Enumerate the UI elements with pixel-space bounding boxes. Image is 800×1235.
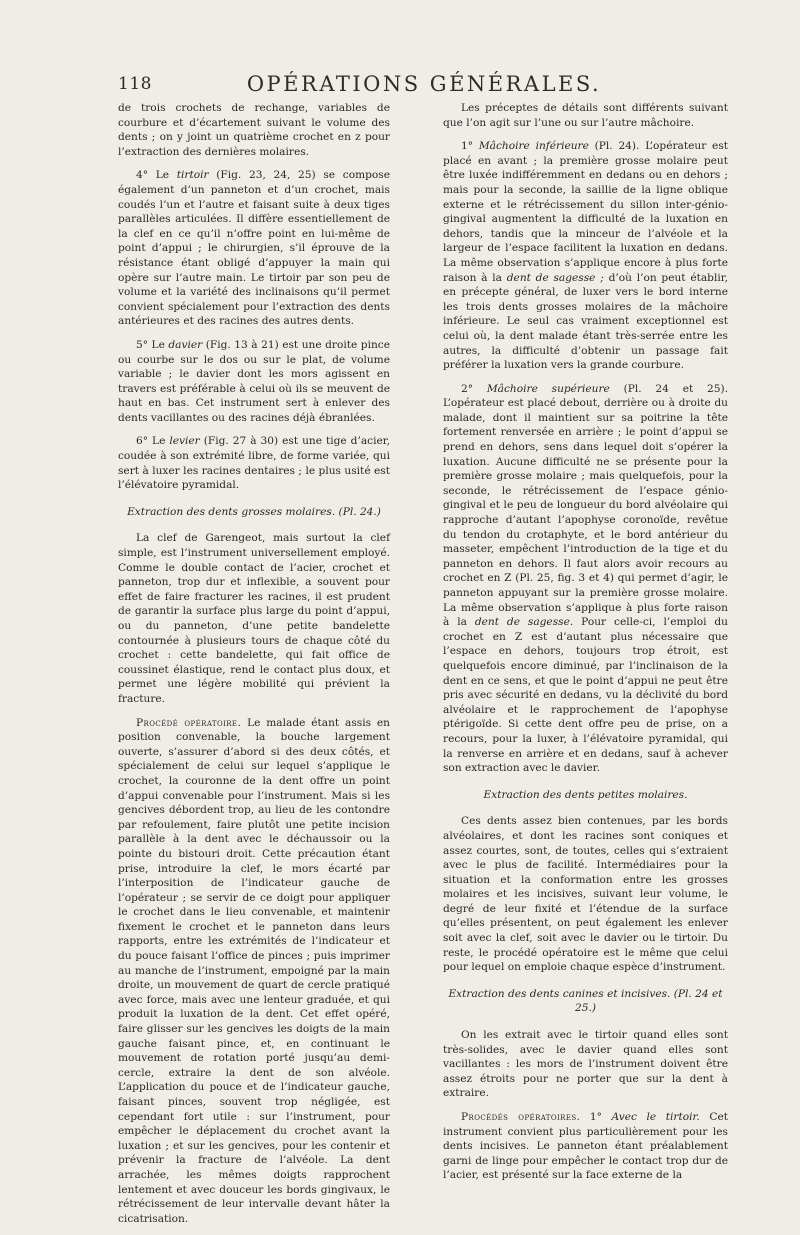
running-title: OPÉRATIONS GÉNÉRALES. — [246, 72, 602, 96]
run-in-label: Procédés opératoires. — [461, 1111, 581, 1123]
paragraph: On les extrait avec le tirtoir quand elles sont très-solides, avec le davier quand elles sont vacillantes : les mors de l’instrument doivent être assez étroits pour ne porter que sur la dent à extraire. — [443, 1029, 728, 1100]
term: davier — [168, 338, 203, 351]
paragraph-tirtoir: 4° Le tirtoir (Fig. 23, 24, 25) se compose également d’un panneton et d’un crochet, mais coudés l’un et l’autre et faisant suite à deux tiges parallèles articulées. Il diffère essentiellement de la clef en ce qu’il n’offre point en lui-même de point d’appui ; le chirurgien, s’il éprouve de la résistance étant obligé d’appuyer la main qui opère sur l’autre main. Le tirtoir par son peu de volume et la variété des inclinaisons qu’il permet convient spécialement pour l’extraction des dents antérieures et des racines des autres dents. — [118, 169, 391, 328]
paragraph-levier: 6° Le levier (Fig. 27 à 30) est une tige d’acier, coudée à son extrémité libre, de forme variée, qui sert à luxer les racines dentaires ; le plus usité est l’élévatoire pyramidal. — [118, 435, 390, 492]
term: dent de sagesse. — [474, 616, 574, 629]
term: Mâchoire supérieure — [486, 382, 610, 395]
section-heading: Extraction des dents petites molaires. — [483, 788, 688, 801]
left-column — [118, 101, 390, 1235]
section-heading: Extraction des dents grosses molaires. (Pl. 24.) — [127, 505, 381, 518]
section-heading: Extraction des dents canines et incisives. (Pl. 24 et 25.) — [448, 987, 723, 1015]
term: tirtoir — [176, 169, 209, 182]
paragraph-davier: 5° Le davier (Fig. 13 à 21) est une droite pince ou courbe sur le dos ou sur le plat, de volume variable ; le davier dont les mors agissent en travers est préférable à celui où ils se meuvent de haut en bas. Cet instrument sert à enlever des dents vacillantes ou des racines déjà ébranlées. — [118, 338, 390, 424]
paragraph-machoire-inferieure: 1° Mâchoire inférieure (Pl. 24). L’opérateur est placé en avant ; la première grosse molaire peut être luxée indifféremment en dedans ou en dehors ; mais pour la seconde, la saillie de la ligne oblique externe et le rétrécissement du sillon inter-génio-gingival augmentent la difficulté de la luxation en dehors, tandis que la minceur de l’alvéole et la largeur de l’espace facilitent la luxation en dedans. La même observation s’applique encore à plus forte raison à la dent de sagesse ; d’où l’on peut établir, en précepte général, de luxer vers le bord interne les trois dents grosses molaires de la mâchoire inférieure. Le seul cas vraiment exceptionnel est celui où, la dent malade étant très-serrée entre les autres, la difficulté d’obtenir un passage fait préférer la luxation vers la grande courbure. — [443, 140, 729, 372]
page-header — [118, 72, 730, 102]
term: Avec le tirtoir. — [611, 1111, 700, 1123]
page-number: 118 — [118, 74, 152, 94]
paragraph: La clef de Garengeot, mais surtout la clef simple, est l’instrument universellement employé. Comme le double contact de l’acier, crochet et panneton, trop dur et inflexible, a souvent pour effet de faire fracturer les racines, il est prudent de garantir la surface plus large du point d’appui, ou du panneton, d’une petite bandelette contournée à plusieurs tours de chaque côté du crochet : cette bandelette, qui fait office de coussinet élastique, rend le contact plus doux, et permet une légère mobilité qui prévient la fracture. — [118, 532, 390, 705]
paragraph: de trois crochets de rechange, variables de courbure et d’écartement suivant le volume des dents ; on y joint un quatrième crochet en z pour l’extraction des dernières molaires. — [118, 102, 390, 158]
term: dent de sagesse ; — [506, 271, 604, 284]
term: Mâchoire inférieure — [478, 140, 589, 153]
term: levier — [169, 435, 200, 448]
paragraph: Ces dents assez bien contenues, par les bords alvéolaires, et dont les racines sont coniques et assez courtes, sont, de toutes, celles qui s’extraient avec le plus de facilité. Intermédiaires pour la situation et la conformation entre les grosses molaires et les incisives, suivant leur volume, le degré de leur fixité et l’étendue de la surface qu’elles présentent, on peut également les enlever soit avec la clef, soit avec le davier ou le tirtoir. Du reste, le procédé opératoire est le même que celui pour lequel on emploie chaque espèce d’instrument. — [443, 815, 728, 974]
paragraph: Les préceptes de détails sont différents suivant que l’on agit sur l’une ou sur l’autre mâchoire. — [443, 102, 728, 129]
paragraph-procedures: Procédés opératoires. 1° Avec le tirtoir. Cet instrument convient plus particulièrement pour les dents incisives. Le panneton étant préalablement garni de linge pour empêcher le contact trop dur de l’acier, est présenté sur la face externe de la — [443, 1111, 728, 1182]
right-column — [443, 101, 728, 1192]
paragraph-procedure: Procédé opératoire. Le malade étant assis en position convenable, la bouche largement ouverte, s’assurer d’abord si des deux côtés, et spécialement de celui sur lequel s’applique le crochet, la couronne de la dent offre un point d’appui convenable pour l’instrument. Mais si les gencives débordent trop, au lieu de les contondre par refoulement, faire plutôt une petite incision parallèle à la dent avec le déchaussoir ou la pointe du bistouri droit. Cette précaution étant prise, introduire la clef, le mors écarté par l’interposition de l’indicateur gauche de l’opérateur ; se servir de ce doigt pour appliquer le crochet dans le lieu convenable, et maintenir fixement le crochet et le panneton dans leurs rapports, entre les extrémités de l’indicateur et du pouce faisant l’office de pinces ; puis imprimer au manche de l’instrument, empoigné par la main droite, un mouvement de quart de cercle pratiqué avec force, mais avec une lenteur graduée, et qui produit la luxation de la dent. Cet effet opéré, faire glisser sur les gencives les doigts de la main gauche faisant pince, et, en continuant le mouvement de rotation porté jusqu’au demi-cercle, extraire la dent de son alvéole. L’application du pouce et de l’indicateur gauche, faisant pinces, souvent trop négligée, est cependant fort utile : sur l’instrument, pour empêcher le déplacement du crochet avant la luxation ; et sur les gencives, pour les contenir et prévenir la fracture de l’alvéole. La dent arrachée, les mêmes doigts rapprochent lentement et avec douceur les bords gingivaux, le rétrécissement de leur intervalle devant hâter la cicatrisation. — [118, 716, 390, 1225]
run-in-label: Procédé opératoire. — [136, 716, 242, 729]
paragraph-machoire-superieure: 2° Mâchoire supérieure (Pl. 24 et 25). L’opérateur est placé debout, derrière ou à droite du malade, dont il maintient sur sa poitrine la tête fortement renversée en arrière ; le point d’appui se prend en dehors, sens dans lequel doit s’opérer la luxation. Aucune difficulté ne se présente pour la première grosse molaire ; mais quelquefois, pour la seconde, le rétrécissement de l’espace génio-gingival et le peu de longueur du bord alvéolaire qui rapproche d’autant l’apophyse coronoïde, revêtue du tendon du crotaphyte, et le bord antérieur du masseter, empêchent l’introduction de la tige et du panneton en dehors. Il faut alors avoir recours au crochet en Z (Pl. 25, fig. 3 et 4) qui permet d’agir, le panneton appuyant sur la première grosse molaire. La même observation s’applique à plus forte raison à la dent de sagesse. Pour celle-ci, l’emploi du crochet en Z est d’autant plus nécessaire que l’espace en dehors, toujours trop étroit, est quelquefois encore diminué, par l’inclinaison de la dent en ce sens, et que le point d’appui ne peut être pris avec sécurité en dedans, vu la déclivité du bord alvéolaire et le rapprochement de l’apophyse ptérigoïde. Si cette dent offre peu de prise, on a recours, pour la luxer, à l’élévatoire pyramidal, qui la renverse en arrière et en dedans, sauf à achever son extraction avec le davier. — [443, 382, 728, 775]
